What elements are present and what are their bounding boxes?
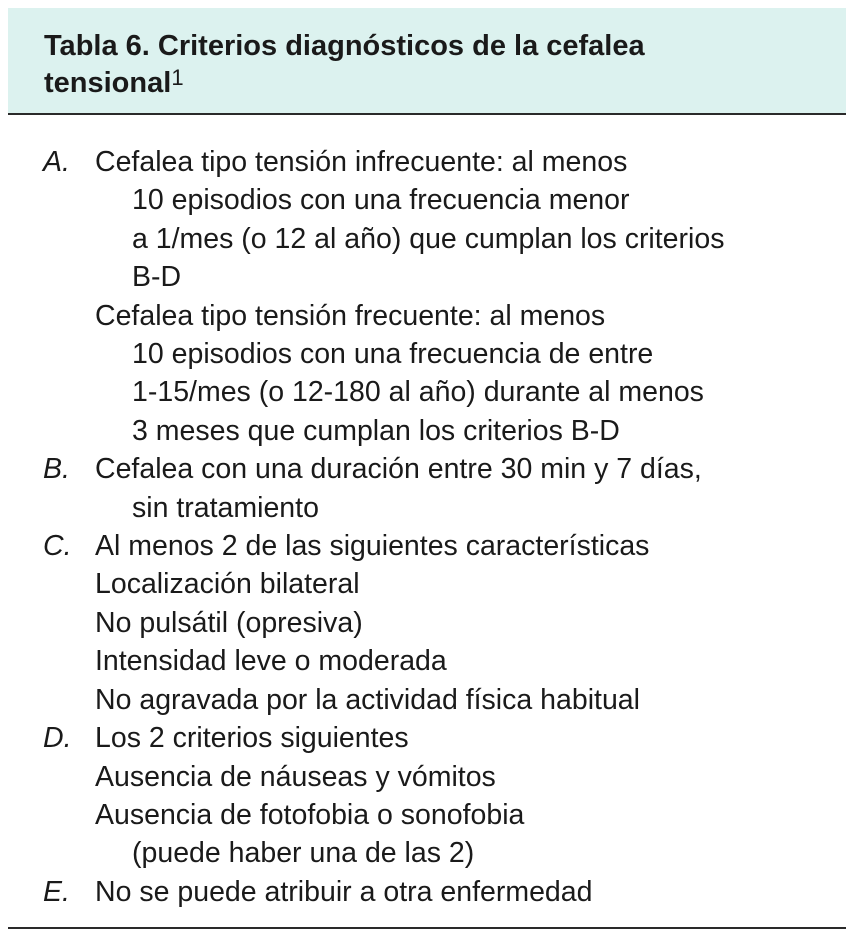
- criterion-b: [43, 450, 853, 527]
- criterion-e: [43, 873, 853, 911]
- criterion-d: [43, 719, 853, 873]
- table-title: [44, 28, 846, 102]
- criterion-line: Cefalea tipo tensión frecuente: al menos: [95, 299, 606, 332]
- bottom-divider: [8, 927, 846, 929]
- criterion-line: Cefalea con una duración entre 30 min y 7 días,: [95, 453, 702, 486]
- criterion-a: [43, 143, 853, 450]
- criterion-line: (puede haber una de las 2): [132, 837, 475, 870]
- criterion-letter: E.: [43, 875, 70, 908]
- criterion-line: a 1/mes (o 12 al año) que cumplan los criterios: [132, 222, 725, 255]
- criterion-line: No pulsátil (opresiva): [95, 606, 363, 639]
- criterion-line: sin tratamiento: [132, 491, 319, 524]
- criterion-letter: C.: [43, 530, 72, 563]
- criterion-line: No agravada por la actividad física habitual: [95, 683, 640, 716]
- table-title-line-2: tensional: [44, 67, 172, 99]
- criterion-line: Los 2 criterios siguientes: [95, 722, 409, 755]
- criterion-line: 10 episodios con una frecuencia de entre: [132, 338, 654, 371]
- table-header: [8, 8, 846, 114]
- criterion-line: Cefalea tipo tensión infrecuente: al menos: [95, 146, 628, 178]
- criterion-line: Ausencia de náuseas y vómitos: [95, 760, 496, 793]
- criterion-line: Localización bilateral: [95, 568, 360, 601]
- table-title-line-1: Tabla 6. Criterios diagnósticos de la cefalea: [44, 30, 645, 62]
- footnote-reference: 1: [171, 65, 184, 90]
- criterion-line: 3 meses que cumplan los criterios B-D: [132, 414, 620, 447]
- criterion-line: Intensidad leve o moderada: [95, 645, 447, 678]
- criterion-letter: B.: [43, 453, 70, 486]
- criteria-list: [43, 143, 853, 911]
- criterion-line: 10 episodios con una frecuencia menor: [132, 184, 630, 217]
- criterion-line: Al menos 2 de las siguientes características: [95, 530, 650, 563]
- header-divider: [8, 113, 846, 115]
- criterion-line: Ausencia de fotofobia o sonofobia: [95, 798, 525, 831]
- criterion-letter: A.: [43, 146, 70, 178]
- criterion-line: 1-15/mes (o 12-180 al año) durante al menos: [132, 376, 704, 409]
- criterion-line: B-D: [132, 261, 182, 294]
- criterion-c: [43, 527, 853, 719]
- criterion-letter: D.: [43, 722, 72, 755]
- criterion-line: No se puede atribuir a otra enfermedad: [95, 875, 593, 908]
